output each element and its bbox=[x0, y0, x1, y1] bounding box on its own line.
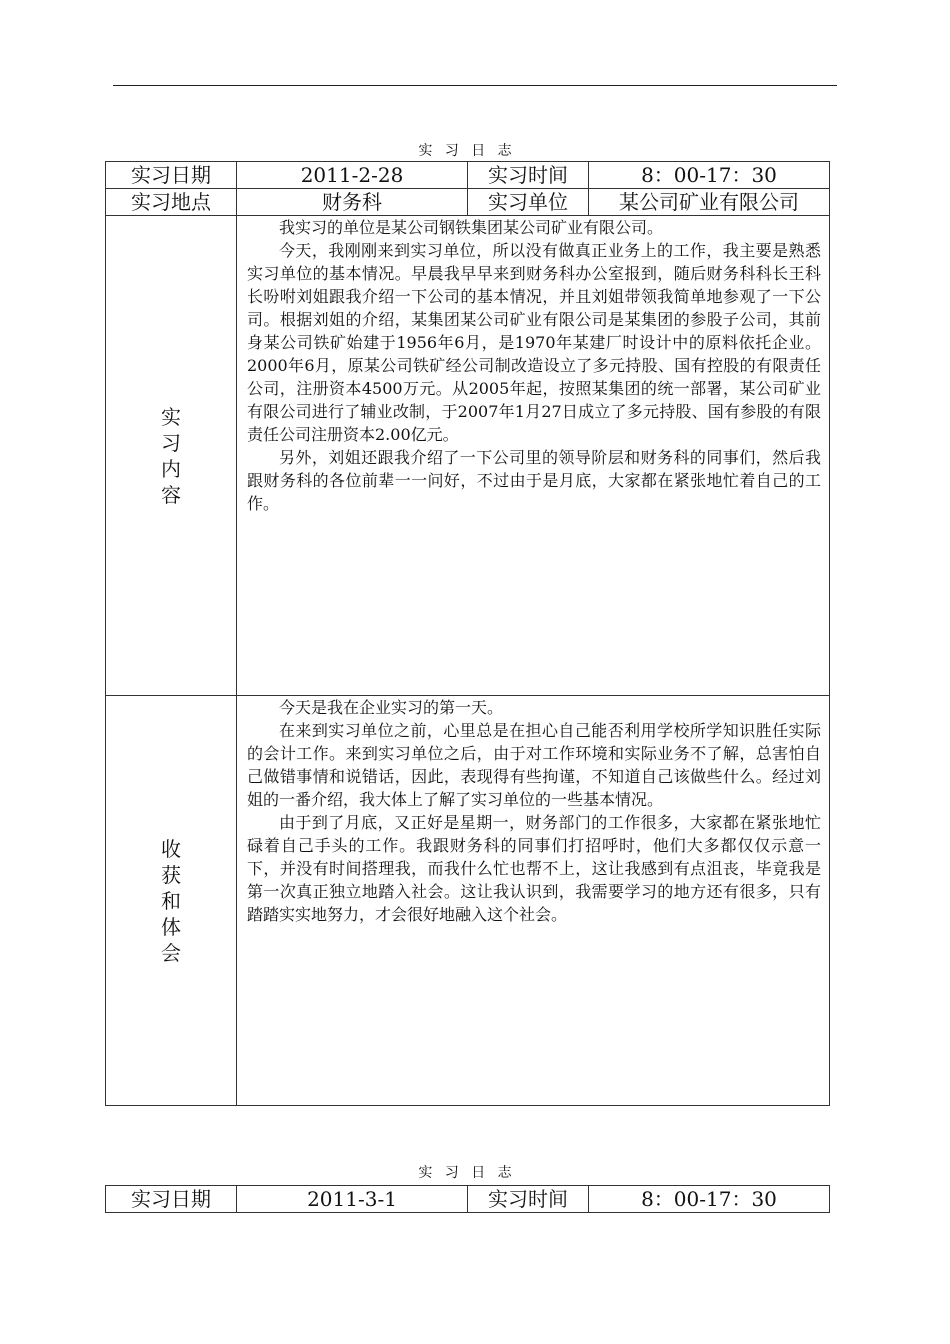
content-section-label bbox=[106, 216, 237, 696]
date-label: 实习日期 bbox=[106, 1186, 237, 1213]
content-label-char: 内 bbox=[161, 456, 181, 481]
time-value: 8：00-17：30 bbox=[589, 162, 830, 189]
log-table-2 bbox=[105, 1185, 830, 1213]
log-title: 实 习 日 志 bbox=[418, 143, 516, 159]
place-value: 财务科 bbox=[237, 189, 468, 216]
place-label: 实习地点 bbox=[106, 189, 237, 216]
gain-label-char: 和 bbox=[161, 888, 181, 913]
gain-paragraph: 今天是我在企业实习的第一天。 bbox=[279, 698, 504, 717]
unit-label: 实习单位 bbox=[468, 189, 589, 216]
gain-section-label bbox=[106, 696, 237, 1106]
content-label-char: 实 bbox=[161, 404, 181, 429]
content-label-char: 容 bbox=[161, 482, 181, 507]
gain-label-char: 获 bbox=[161, 862, 181, 887]
content-label-char: 习 bbox=[161, 430, 181, 455]
log-table-1 bbox=[105, 161, 830, 1106]
gain-body bbox=[237, 696, 830, 1106]
unit-value: 某公司矿业有限公司 bbox=[589, 189, 830, 216]
date-value: 2011-3-1 bbox=[237, 1186, 468, 1213]
time-value: 8：00-17：30 bbox=[589, 1186, 830, 1213]
time-label: 实习时间 bbox=[468, 1186, 589, 1213]
date-label: 实习日期 bbox=[106, 162, 237, 189]
content-paragraph: 今天，我刚刚来到实习单位，所以没有做真正业务上的工作，我主要是熟悉实习单位的基本情况。早晨我早早来到财务科办公室报到，随后财务科科长王科长吩咐刘姐跟我介绍一下公司的基本情况，并且刘姐带领我简单地参观了一下公司。根据刘姐的介绍，某集团某公司矿业有限公司是某集团的参股子公司，其前身某公司铁矿始建于1956年6月，是1970年某建厂时设计中的原料依托企业。2000年6月，原某公司铁矿经公司制改造设立了多元持股、国有控股的有限责任公司，注册资本4500万元。从2005年起，按照某集团的统一部署，某公司矿业有限公司进行了辅业改制，于2007年1月27日成立了多元持股、国有参股的有限责任公司注册资本2.00亿元。 bbox=[247, 241, 821, 444]
gain-label-char: 会 bbox=[161, 940, 181, 965]
gain-label-char: 收 bbox=[161, 836, 181, 861]
gain-label-char: 体 bbox=[161, 914, 181, 939]
log-title: 实 习 日 志 bbox=[418, 1165, 516, 1181]
time-label: 实习时间 bbox=[468, 162, 589, 189]
gain-paragraph: 在来到实习单位之前，心里总是在担心自己能否利用学校所学知识胜任实际的会计工作。来到实习单位之后，由于对工作环境和实际业务不了解，总害怕自己做错事情和说错话，因此，表现得有些拘谨，不知道自己该做些什么。经过刘姐的一番介绍，我大体上了解了实习单位的一些基本情况。 bbox=[247, 721, 821, 809]
gain-paragraph: 由于到了月底，又正好是星期一，财务部门的工作很多，大家都在紧张地忙碌着自己手头的工作。我跟财务科的同事们打招呼时，他们大多都仅仅示意一下，并没有时间搭理我，而我什么忙也帮不上，这让我感到有点沮丧，毕竟我是第一次真正独立地踏入社会。这让我认识到，我需要学习的地方还有很多，只有踏踏实实地努力，才会很好地融入这个社会。 bbox=[247, 813, 821, 924]
content-paragraph: 我实习的单位是某公司钢铁集团某公司矿业有限公司。 bbox=[279, 218, 664, 237]
header-rule bbox=[113, 85, 837, 86]
content-body bbox=[237, 216, 830, 696]
content-paragraph: 另外，刘姐还跟我介绍了一下公司里的领导阶层和财务科的同事们，然后我跟财务科的各位前辈一一问好，不过由于是月底，大家都在紧张地忙着自己的工作。 bbox=[247, 448, 821, 513]
date-value: 2011-2-28 bbox=[237, 162, 468, 189]
